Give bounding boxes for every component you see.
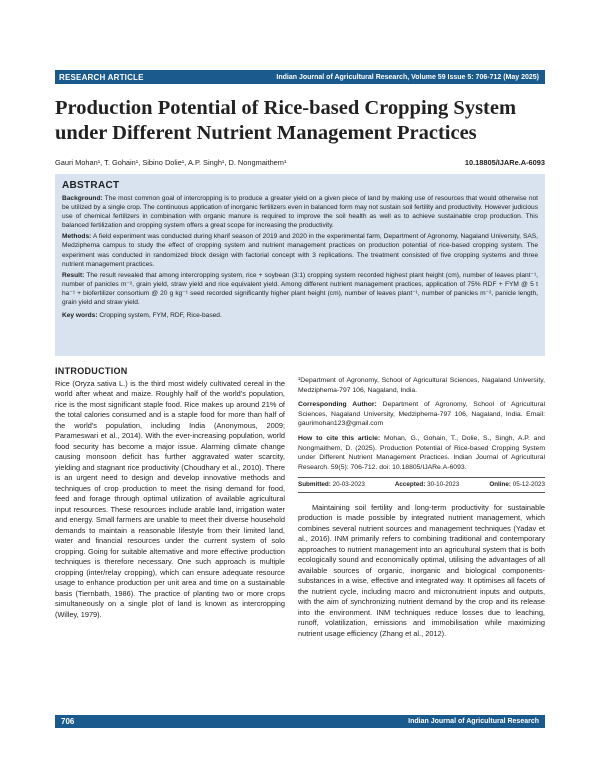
accepted-date bbox=[395, 480, 459, 490]
citation-text: Mohan, G., Gohain, T., Dolie, S., Singh, A.P. and Nongmaithem, D. (2025). Production Potential of Rice-based Cropping System under Different Nutrient Management Practices. Indian Journal of Agricultural Research. 59(5): 706-712. doi: 10.18805/IJARe.A-6093. bbox=[298, 434, 546, 471]
corresponding-author bbox=[298, 400, 545, 429]
body-paragraph: Maintaining soil fertility and long-term productivity for sustainable production is made possible by integrated nutrient management, which combines several nutrient sources and management techniques (Yadav et al., 2016). INM primarily refers to combining traditional and contemporary approaches to nutrient management into an agricultural system that is both ecologically sound and economically optimal, utilising the advantages of all available sources of organic, inorganic and biological components-substances in a wise, effective and integrated way. It optimises all facets of the nutrient cycle, including macro and micronutrient inputs and outputs, with the aim of synchronizing nutrient demand by the crop and its release into the environment. INM techniques reduce losses due to leaching, runoff, volatilization, emissions and immobilisation while maximizing nutrient usage efficiency (Zhang et al., 2012). bbox=[298, 502, 545, 638]
article-header-bar bbox=[55, 70, 545, 84]
affiliation: ¹Department of Agronomy, School of Agricultural Sciences, Nagaland University, Medziphema-797 106, Nagaland, India. bbox=[298, 377, 545, 394]
abstract-box bbox=[55, 174, 545, 356]
introduction-heading: INTRODUCTION bbox=[55, 366, 128, 376]
abstract-heading: ABSTRACT bbox=[62, 180, 120, 191]
result-text: The result revealed that among intercropping system, rice + soybean (3:1) cropping system recorded highest plant height (cm), number of leaves plant⁻¹, number of panicles m⁻², grain yield, straw yield and rice equivalent yield. Among different nutrient management practices, application of 75% RDF + FYM @ 5 t ha⁻¹ + biofertilizer consortium @ 20 g kg⁻¹ seed recorded significantly higher plant height (cm), number of leaves plant⁻¹, number of panicles m⁻², panicle length, grain yield and straw yield. bbox=[62, 271, 538, 307]
keywords-text: Cropping system, FYM, RDF, Rice-based. bbox=[99, 312, 222, 320]
corresponding-text: Department of Agronomy, School of Agricultural Sciences, Nagaland University, Medziphema-797 106, Nagaland, India. Email: gaurimohan123@gmail.com bbox=[298, 401, 546, 428]
corresponding-label: Corresponding Author: bbox=[298, 401, 377, 409]
submitted-date bbox=[298, 480, 365, 490]
online-label: Online: bbox=[489, 481, 512, 489]
submitted-value: 20-03-2023 bbox=[332, 481, 365, 489]
page-footer bbox=[55, 715, 545, 728]
journal-info: Indian Journal of Agricultural Research, Volume 59 Issue 5: 706-712 (May 2025) bbox=[276, 73, 539, 81]
background-label: Background: bbox=[62, 195, 103, 202]
author-line bbox=[55, 158, 545, 167]
citation bbox=[298, 434, 545, 472]
abstract-keywords bbox=[62, 311, 538, 320]
online-date bbox=[489, 480, 545, 490]
submitted-label: Submitted: bbox=[298, 481, 331, 489]
abstract-background bbox=[62, 194, 538, 230]
right-column bbox=[298, 376, 545, 639]
methods-text: A field experiment was conducted during kharif season of 2019 and 2020 in the experimental farm, Department of Agronomy, Nagaland University, SAS, Medziphema campus to study the effect of cropping system and nutrient management practices on production potential of rice-based cropping system. The experiment was conducted in randomized block design with factorial concept with 3 replications. The treatment consisted of five cropping systems and three nutrient management practices. bbox=[62, 233, 539, 268]
article-title: Production Potential of Rice-based Cropping System under Different Nutrient Management Practices bbox=[55, 97, 517, 144]
page-number: 706 bbox=[61, 717, 75, 726]
footer-journal: Indian Journal of Agricultural Research bbox=[408, 718, 539, 725]
doi[interactable]: 10.18805/IJARe.A-6093 bbox=[464, 158, 545, 167]
citation-label: How to cite this article: bbox=[298, 434, 381, 442]
abstract-result bbox=[62, 271, 538, 307]
background-text: The most common goal of intercropping is to produce a greater yield on a given piece of land by making use of resources that would otherwise not be utilized by a single crop. The continuous application of inorganic fertilizers even in balanced form may not sustain soil fertility and productivity. However judicious use of chemical fertilizers in combination with organic manure is required to improve the soil health as well as to achieve sustainable crop production. This balanced fertilization and cropping system offers a great scope for increasing the productivity. bbox=[62, 195, 538, 230]
introduction-text: Rice (Oryza sativa L.) is the third most widely cultivated cereal in the world after wheat and maize. Roughly half of the world's population, rice is the most significant staple food. Rice makes up around 21% of the total calories consumed and is a staple food for more than half of the world's population, including India (Anonymous, 2009; Parameswari et al., 2014). With the ever-increasing population, world food security has become a major issue. Alarming climate change causing monsoon deficit has further aggravated water scarcity, yielding and stagnant rice productivity (Choudhary et al., 2010). There is an urgent need to design and develop innovative methods and techniques of crop production to meet the rising demand for food, feed and forage through optimal utilization of available agricultural input resources. These resources include arable land, irrigation water and energy. Small farmers are unable to meet their diverse household demands to maintain a reasonable lifestyle from their limited land, water and financial resources under the current system of solo cropping. Going for suitable alternative and more effective production techniques is therefore necessary. One such approach is multiple cropping (inter/relay cropping), which can ensure adequate resource usage to enhance production per unit area and time on a sustainable basis (Tiernbath, 1986). The practice of planting two or more crops simultaneously on a single plot of land is known as intercropping (Willey, 1979). bbox=[55, 378, 285, 619]
result-label: Result: bbox=[62, 271, 85, 279]
methods-label: Methods: bbox=[62, 233, 92, 241]
article-dates bbox=[298, 477, 545, 493]
keywords-label: Key words: bbox=[62, 312, 98, 320]
author-list: Gauri Mohan¹, T. Gohain¹, Sibino Dolie¹, A.P. Singh¹, D. Nongmaithem¹ bbox=[55, 158, 287, 167]
section-label: RESEARCH ARTICLE bbox=[59, 72, 144, 82]
online-value: 05-12-2023 bbox=[512, 481, 545, 489]
accepted-label: Accepted: bbox=[394, 481, 426, 489]
abstract-methods bbox=[62, 232, 538, 268]
accepted-value: 30-10-2023 bbox=[427, 481, 460, 489]
left-column bbox=[55, 366, 285, 620]
